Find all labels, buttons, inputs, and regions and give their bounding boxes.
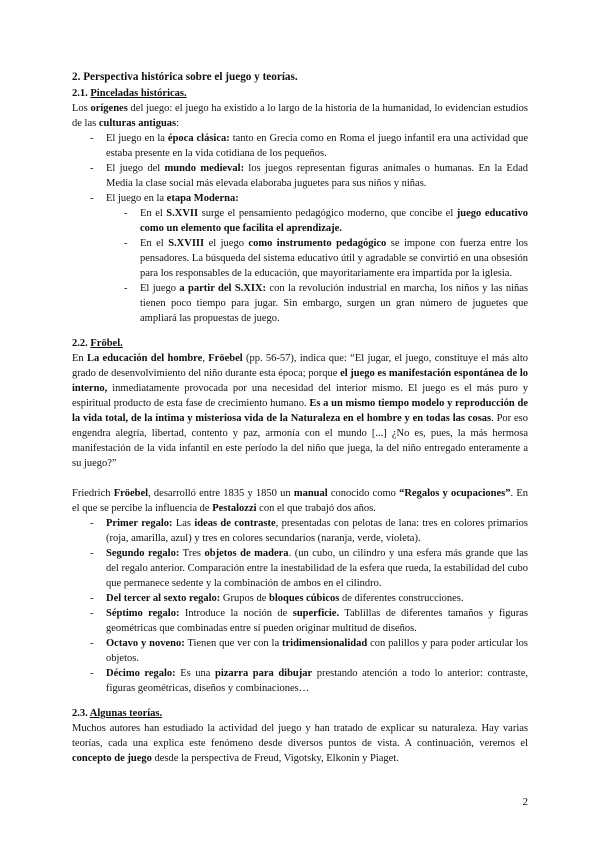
gift-item: - Octavo y noveno: Tienen que ver con la tridimensionalidad con palillos y para poder articular los objetos.: [72, 636, 528, 666]
paragraph-theories: Muchos autores han estudiado la actividad del juego y han tratado de explicar su naturaleza. Hay varias teorías, cada una explica este fenómeno desde diversos puntos de vista. A continuación, veremos el concepto de juego desde la perspectiva de Freud, Vigotsky, Elkonin y Piaget.: [72, 723, 528, 764]
gifts-list: [72, 516, 528, 696]
heading-2-1: [72, 86, 528, 101]
paragraph-froebel-quote: En La educación del hombre, Fröebel (pp. 56-57), indica que: “El jugar, el juego, constituye el más alto grado de desenvolvimiento del niño durante esta época; porque el juego es manifestación espontánea de lo interno, inmediatamente provocada por una necesidad del interior mismo. El juego es el más puro y espiritual producto de esta fase de crecimiento humano. Es a un mismo tiempo modelo y reproducción de la vida total, de la íntima y misteriosa vida de la Naturaleza en el hombre y en todas las cosas. Por eso engendra alegría, libertad, contento y paz, armonía con el mundo [...] ¿No es, pues, la más hermosa manifestación de la vida infantil en este período la del niño que juega, la del niño entregado enteramente a su juego?”: [72, 353, 529, 469]
paragraph-origins: Los orígenes del juego: el juego ha existido a lo largo de la historia de la humanidad, lo evidencian estudios de las culturas antiguas:: [72, 103, 528, 129]
sublist-item: - En el S.XVIII el juego como instrumento pedagógico se impone con fuerza entre los pensadores. La búsqueda del sistema educativo útil y agradable se convirtió en una obsesión para los responsables de la educación, que mayoritariamente era impartida por la iglesia.: [106, 236, 528, 281]
paragraph-gifts-intro: Friedrich Fröebel, desarrolló entre 1835 y 1850 un manual conocido como “Regalos y ocupaciones”. En el que se percibe la influencia de Pestalozzi con el que trabajó dos años.: [72, 488, 528, 514]
section-title: 2. Perspectiva histórica sobre el juego y teorías.: [72, 71, 298, 83]
list-item: - El juego en la época clásica: tanto en Grecia como en Roma el juego infantil era una actividad que estaba presente en la vida cotidiana de los pequeños.: [72, 131, 528, 161]
gift-item: - Primer regalo: Las ideas de contraste, presentadas con pelotas de lana: tres en colores primarios (roja, amarilla, azul) y tres en colores secundarios (naranja, verde, violeta).: [72, 516, 528, 546]
gift-item: - Séptimo regalo: Introduce la noción de superficie. Tablillas de diferentes tamaños y figuras geométricas que combinadas entre sí pueden originar multitud de diseños.: [72, 606, 528, 636]
heading-text: Pinceladas históricas.: [90, 88, 187, 99]
heading-text: Fröbel.: [90, 338, 123, 349]
history-list: [72, 131, 528, 326]
gift-item: - Segundo regalo: Tres objetos de madera. (un cubo, un cilindro y una esfera más grande que las del regalo anterior. Comparación entre la inestabilidad de la esfera que rueda, la estabilidad del cubo que permanece sedente y la combinación de ambos en el cilindro.: [72, 546, 528, 591]
heading-text: Algunas teorías.: [89, 708, 163, 719]
list-item: - El juego en la etapa Moderna: - En el S.XVII surge el pensamiento pedagógico moderno, que concibe el juego educativo como un elemento que facilita el aprendizaje. - En el S.XVIII el juego como instrumento pedagógico se impone con fuerza entre los pensadores. La búsqueda del sistema educativo útil y agradable se convirtió en una obsesión para los responsables de la educación, que mayoritariamente era impartida por la iglesia. - El juego a partir del S.XIX: con la revolución industrial en marcha, los niños y las niñas tienen poco tiempo para jugar. Sin embargo, surgen un gran número de juguetes que ampliará las propuestas de juego.: [72, 191, 528, 326]
sublist-item: - El juego a partir del S.XIX: con la revolución industrial en marcha, los niños y las niñas tienen poco tiempo para jugar. Sin embargo, surgen un gran número de juguetes que ampliará las propuestas de juego.: [106, 281, 528, 326]
heading-2-2: [72, 336, 528, 351]
page-number: 2: [522, 796, 528, 808]
sublist-item: - En el S.XVII surge el pensamiento pedagógico moderno, que concibe el juego educativo como un elemento que facilita el aprendizaje.: [106, 206, 528, 236]
gift-item: - Del tercer al sexto regalo: Grupos de bloques cúbicos de diferentes construcciones.: [72, 591, 528, 606]
modern-era-sublist: [106, 206, 528, 326]
list-item: - El juego del mundo medieval: los juegos representan figuras animales o humanas. En la Edad Media la clase social más elevada elaboraba juguetes para sus niños y niñas.: [72, 161, 528, 191]
heading-number: 2.2.: [72, 338, 88, 349]
heading-number: 2.1.: [72, 88, 88, 99]
heading-number: 2.3.: [72, 708, 88, 719]
document-page: [72, 70, 528, 766]
heading-2-3: [72, 706, 528, 721]
gift-item: - Décimo regalo: Es una pizarra para dibujar prestando atención a todo lo anterior: contraste, figuras geométricas, diseños y combinaciones…: [72, 666, 528, 696]
